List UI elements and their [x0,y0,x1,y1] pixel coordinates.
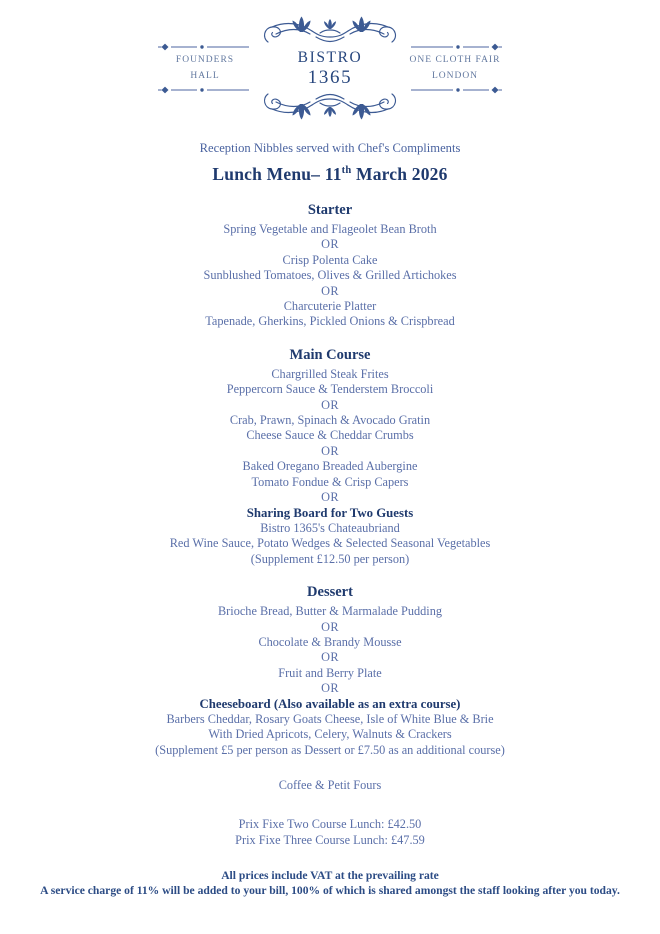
option-separator: OR [321,681,339,696]
menu-item-line: Baked Oregano Breaded Aubergine [242,459,418,474]
decorative-rule-bottom-left [155,85,255,95]
menu-item-line: (Supplement £12.50 per person) [250,551,410,566]
menu-item-line: Brioche Bread, Butter & Marmalade Pudding [217,604,443,619]
menu-header [0,140,660,185]
menu-item-line: Tapenade, Gherkins, Pickled Onions & Crispbread [205,314,455,329]
masthead-center [255,12,405,124]
course-section [0,346,660,567]
option-separator: OR [321,650,339,665]
price-block [0,816,660,848]
menu-item-line: Spring Vegetable and Flageolet Bean Broth [223,222,437,236]
menu-item-line: Barbers Cheddar, Rosary Goats Cheese, Isle of White Blue & Brie [166,711,494,726]
page-title-prefix: Lunch Menu– 11 [212,164,342,184]
course-section [0,583,660,758]
option-separator: OR [321,443,339,458]
menu-item-line: Tomato Fondue & Crisp Capers [251,474,409,489]
masthead-right [405,42,505,95]
floral-flourish-ornament-top [255,12,405,48]
menu-item-line: Fruit and Berry Plate [278,665,382,680]
section-title: Starter [307,202,353,218]
page-title-ordinal: th [341,165,352,177]
menu-item-line: Crab, Prawn, Spinach & Avocado Gratin [229,413,431,428]
option-separator: OR [321,237,339,252]
menu-item-title: Sharing Board for Two Guests [246,505,414,520]
decorative-rule-top-right [405,42,505,52]
menu-item-line: Charcuterie Platter [283,299,377,314]
menu-item-line: Chocolate & Brandy Mousse [258,634,402,649]
footer-block [0,868,660,898]
course-sections [0,201,660,758]
decorative-rule-top-left [155,42,255,52]
footer-line: A service charge of 11% will be added to your bill, 100% of which is shared amongst the staff looking after you today. [40,883,620,897]
section-title: Dessert [307,584,353,601]
menu-item-line: Sunblushed Tomatoes, Olives & Grilled Artichokes [203,268,457,283]
option-separator: OR [321,619,339,634]
price-line: Prix Fixe Three Course Lunch: £47.59 [235,832,425,847]
menu-item-line: (Supplement £5 per person as Dessert or £7.50 as an additional course) [155,742,505,757]
page-title [0,163,660,185]
section-title: Main Course [289,346,371,363]
menu-item-line: With Dried Apricots, Celery, Walnuts & Crackers [208,727,452,742]
menu-item-line: Bistro 1365's Chateaubriand [260,520,400,535]
menu-item-line: Cheese Sauce & Cheddar Crumbs [246,428,414,443]
masthead-right-line2: LONDON [431,71,479,81]
masthead [0,0,660,124]
coffee-line: Coffee & Petit Fours [278,778,382,793]
masthead-left-line1: FOUNDERS [175,54,235,65]
decorative-rule-bottom-right [405,85,505,95]
masthead-right-line1: ONE CLOTH FAIR [409,54,501,65]
option-separator: OR [321,283,339,298]
floral-flourish-ornament-bottom [255,88,405,124]
coffee-block [0,778,660,793]
brand-number: 1365 [307,67,353,88]
footer-line: All prices include VAT at the prevailing rate [221,868,439,882]
masthead-left-line2: HALL [190,71,220,81]
masthead-left [155,42,255,95]
menu-item-line: Peppercorn Sauce & Tenderstem Broccoli [226,382,434,397]
menu-item-line: Chargrilled Steak Frites [271,366,389,381]
option-separator: OR [321,397,339,412]
menu-item-line: Red Wine Sauce, Potato Wedges & Selected Seasonal Vegetables [169,536,491,551]
menu-item-line: Crisp Polenta Cake [282,252,378,267]
masthead-inner [155,12,505,124]
price-line: Prix Fixe Two Course Lunch: £42.50 [238,816,422,831]
brand-name: BISTRO [297,49,363,66]
page-title-suffix: March 2026 [351,164,448,184]
reception-nibbles-line: Reception Nibbles served with Chef's Compliments [199,141,461,155]
course-section [0,201,660,330]
option-separator: OR [321,490,339,505]
menu-item-title: Cheeseboard (Also available as an extra course) [199,696,461,711]
